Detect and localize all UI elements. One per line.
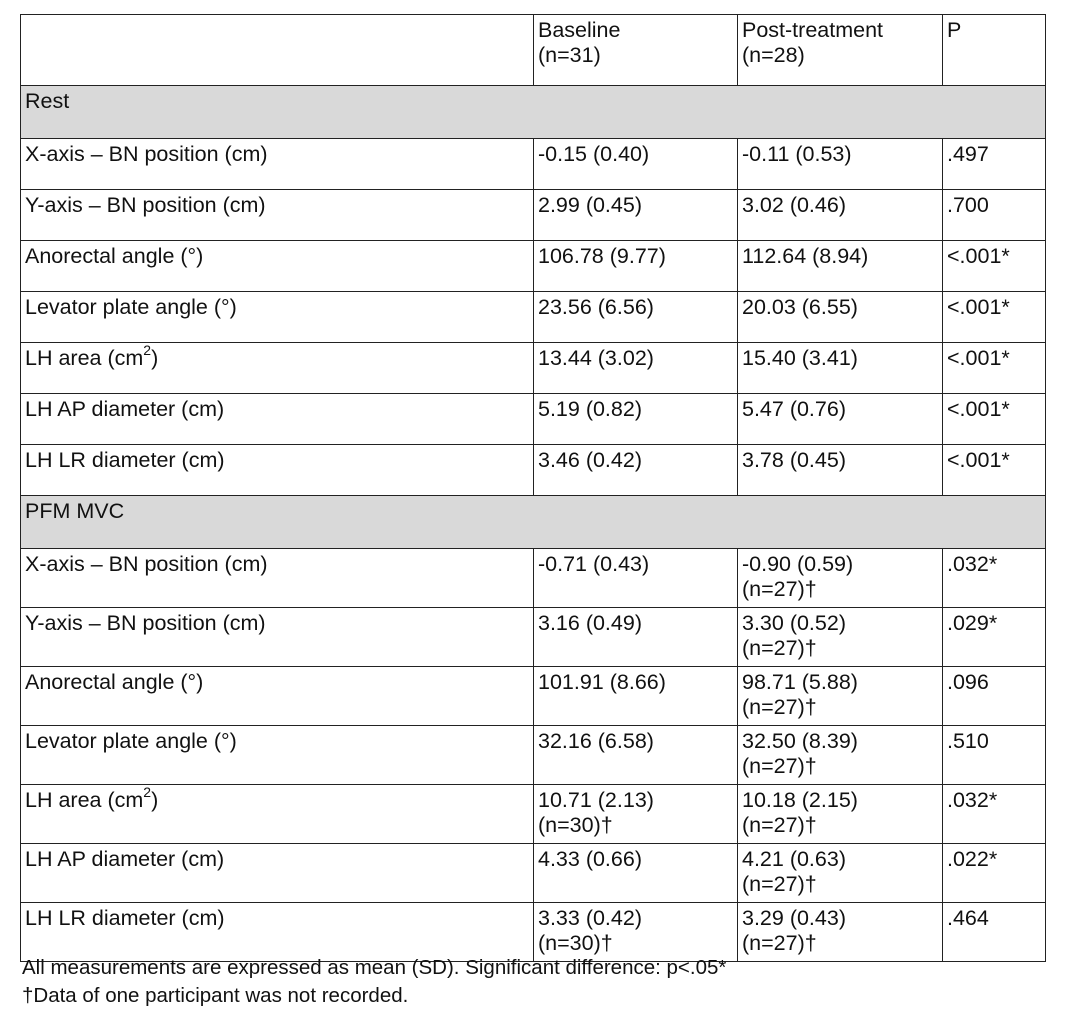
table-row <box>21 667 1046 726</box>
row-label-text: LH LR diameter (cm) <box>25 448 225 472</box>
post-treatment-cell <box>738 241 943 292</box>
row-label <box>21 785 534 844</box>
row-label-text: Y-axis – BN position (cm) <box>25 193 266 217</box>
section-title: PFM MVC <box>21 496 1046 549</box>
table-row <box>21 292 1046 343</box>
row-label <box>21 667 534 726</box>
post-treatment-cell <box>738 903 943 962</box>
p-value: .497 <box>943 139 1046 190</box>
section-title: Rest <box>21 86 1046 139</box>
post-treatment-cell <box>738 292 943 343</box>
baseline-cell <box>534 844 738 903</box>
baseline-value: 3.46 (0.42) <box>538 448 642 472</box>
header-post-n: (n=28) <box>742 43 805 67</box>
header-row <box>21 15 1046 86</box>
row-label <box>21 608 534 667</box>
post-treatment-cell <box>738 343 943 394</box>
baseline-value: 106.78 (9.77) <box>538 244 666 268</box>
row-label <box>21 394 534 445</box>
baseline-value: 101.91 (8.66) <box>538 670 666 694</box>
header-post-treatment <box>738 15 943 86</box>
post-treatment-cell <box>738 608 943 667</box>
post-treatment-cell <box>738 549 943 608</box>
row-label <box>21 549 534 608</box>
p-value: .096 <box>943 667 1046 726</box>
baseline-value: 32.16 (6.58) <box>538 729 654 753</box>
post-treatment-n-note: (n=27)† <box>742 813 817 837</box>
post-treatment-value: 3.29 (0.43) <box>742 906 846 930</box>
table-row <box>21 785 1046 844</box>
p-value: .032* <box>943 785 1046 844</box>
post-treatment-n-note: (n=27)† <box>742 754 817 778</box>
baseline-cell <box>534 549 738 608</box>
header-empty-cell <box>21 15 534 86</box>
baseline-value: 10.71 (2.13) <box>538 788 654 812</box>
post-treatment-value: 5.47 (0.76) <box>742 397 846 421</box>
baseline-value: -0.71 (0.43) <box>538 552 650 576</box>
post-treatment-value: 3.30 (0.52) <box>742 611 846 635</box>
section-row <box>21 86 1046 139</box>
row-label-text: Levator plate angle (°) <box>25 729 237 753</box>
post-treatment-n-note: (n=27)† <box>742 872 817 896</box>
row-label-text: X-axis – BN position (cm) <box>25 142 268 166</box>
p-value: .700 <box>943 190 1046 241</box>
post-treatment-value: 3.02 (0.46) <box>742 193 846 217</box>
post-treatment-value: 98.71 (5.88) <box>742 670 858 694</box>
row-label <box>21 292 534 343</box>
row-label-text: LH area (cm <box>25 346 144 370</box>
footnotes <box>22 954 726 1010</box>
row-label-text: Levator plate angle (°) <box>25 295 237 319</box>
row-label <box>21 844 534 903</box>
row-label <box>21 343 534 394</box>
baseline-cell <box>534 608 738 667</box>
row-label-text: Y-axis – BN position (cm) <box>25 611 266 635</box>
table-row <box>21 190 1046 241</box>
baseline-cell <box>534 667 738 726</box>
baseline-cell <box>534 241 738 292</box>
baseline-value: 13.44 (3.02) <box>538 346 654 370</box>
post-treatment-value: -0.11 (0.53) <box>742 142 852 166</box>
post-treatment-value: 3.78 (0.45) <box>742 448 846 472</box>
post-treatment-n-note: (n=27)† <box>742 577 817 601</box>
baseline-cell <box>534 726 738 785</box>
baseline-cell <box>534 190 738 241</box>
post-treatment-cell <box>738 139 943 190</box>
post-treatment-n-note: (n=27)† <box>742 636 817 660</box>
post-treatment-cell <box>738 785 943 844</box>
post-treatment-value: 4.21 (0.63) <box>742 847 846 871</box>
baseline-value: 2.99 (0.45) <box>538 193 642 217</box>
row-label-text: Anorectal angle (°) <box>25 670 204 694</box>
post-treatment-value: 32.50 (8.39) <box>742 729 858 753</box>
post-treatment-value: 10.18 (2.15) <box>742 788 858 812</box>
table-row <box>21 394 1046 445</box>
baseline-value: 4.33 (0.66) <box>538 847 642 871</box>
table-row <box>21 903 1046 962</box>
results-table <box>20 14 1046 962</box>
p-value: .029* <box>943 608 1046 667</box>
row-label-end: ) <box>151 346 159 370</box>
row-label <box>21 241 534 292</box>
row-label <box>21 139 534 190</box>
row-label-text: LH AP diameter (cm) <box>25 397 225 421</box>
header-baseline-title: Baseline <box>538 18 621 42</box>
p-value: .022* <box>943 844 1046 903</box>
row-label-text: X-axis – BN position (cm) <box>25 552 268 576</box>
table-row <box>21 343 1046 394</box>
post-treatment-value: 112.64 (8.94) <box>742 244 869 268</box>
post-treatment-cell <box>738 190 943 241</box>
baseline-value: 5.19 (0.82) <box>538 397 642 421</box>
baseline-n-note: (n=30)† <box>538 931 613 955</box>
baseline-cell <box>534 292 738 343</box>
p-value: <.001* <box>943 241 1046 292</box>
row-label <box>21 726 534 785</box>
table-row <box>21 726 1046 785</box>
header-baseline-n: (n=31) <box>538 43 601 67</box>
row-label-text: LH LR diameter (cm) <box>25 906 225 930</box>
header-baseline <box>534 15 738 86</box>
baseline-cell <box>534 343 738 394</box>
table-row <box>21 139 1046 190</box>
row-label-superscript: 2 <box>143 784 152 800</box>
footnote-dagger: †Data of one participant was not recorded. <box>22 984 409 1007</box>
baseline-cell <box>534 445 738 496</box>
p-value: <.001* <box>943 292 1046 343</box>
baseline-n-note: (n=30)† <box>538 813 613 837</box>
row-label-end: ) <box>151 788 159 812</box>
p-value: <.001* <box>943 343 1046 394</box>
p-value: <.001* <box>943 394 1046 445</box>
table-row <box>21 844 1046 903</box>
footnote-measurements: All measurements are expressed as mean (SD). Significant difference: p<.05* <box>22 956 727 979</box>
post-treatment-value: 20.03 (6.55) <box>742 295 858 319</box>
post-treatment-cell <box>738 445 943 496</box>
table-row <box>21 549 1046 608</box>
baseline-cell <box>534 139 738 190</box>
row-label-text: LH AP diameter (cm) <box>25 847 225 871</box>
baseline-cell <box>534 785 738 844</box>
header-post-title: Post-treatment <box>742 18 883 42</box>
row-label <box>21 190 534 241</box>
baseline-cell <box>534 394 738 445</box>
table-row <box>21 608 1046 667</box>
row-label-superscript: 2 <box>143 342 152 358</box>
post-treatment-cell <box>738 726 943 785</box>
section-row <box>21 496 1046 549</box>
p-value: <.001* <box>943 445 1046 496</box>
post-treatment-value: -0.90 (0.59) <box>742 552 854 576</box>
baseline-value: 3.16 (0.49) <box>538 611 642 635</box>
baseline-value: 3.33 (0.42) <box>538 906 642 930</box>
post-treatment-n-note: (n=27)† <box>742 931 817 955</box>
table-row <box>21 241 1046 292</box>
header-p: P <box>943 15 1046 86</box>
post-treatment-value: 15.40 (3.41) <box>742 346 858 370</box>
p-value: .464 <box>943 903 1046 962</box>
p-value: .510 <box>943 726 1046 785</box>
p-value: .032* <box>943 549 1046 608</box>
baseline-value: 23.56 (6.56) <box>538 295 654 319</box>
row-label <box>21 445 534 496</box>
row-label <box>21 903 534 962</box>
post-treatment-cell <box>738 667 943 726</box>
table-row <box>21 445 1046 496</box>
post-treatment-cell <box>738 844 943 903</box>
row-label-text: Anorectal angle (°) <box>25 244 204 268</box>
row-label-text: LH area (cm <box>25 788 144 812</box>
baseline-cell <box>534 903 738 962</box>
baseline-value: -0.15 (0.40) <box>538 142 650 166</box>
results-table-body <box>21 15 1046 962</box>
post-treatment-n-note: (n=27)† <box>742 695 817 719</box>
post-treatment-cell <box>738 394 943 445</box>
